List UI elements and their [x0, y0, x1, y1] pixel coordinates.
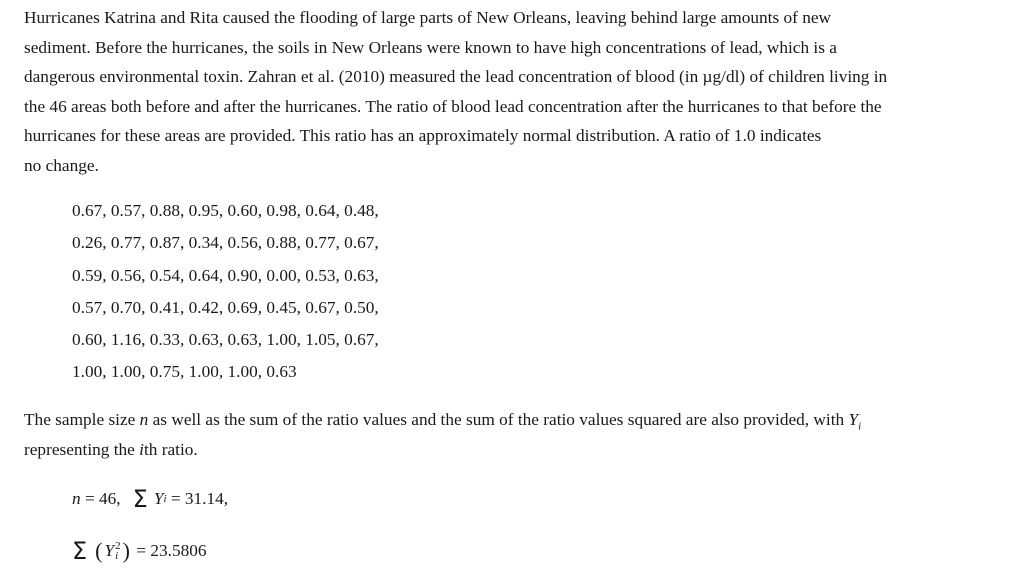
data-row: 0.60, 1.16, 0.33, 0.63, 0.63, 1.00, 1.05, 0.67,	[72, 330, 379, 350]
intro-paragraph	[24, 3, 1016, 180]
intro-line: no change.	[24, 155, 99, 175]
equation-sample-size-and-sum	[72, 479, 1016, 519]
y-variable: Y	[848, 409, 859, 429]
i-subscript: i	[858, 420, 862, 433]
n-variable: n	[72, 488, 81, 508]
text-segment: representing the	[24, 439, 140, 459]
y-variable: Y	[104, 540, 115, 560]
n-value: = 46,	[80, 488, 121, 508]
close-paren: )	[122, 537, 130, 563]
description-line-2	[24, 435, 1016, 465]
intro-line: the 46 areas both before and after the hurricanes. The ratio of blood lead concentration after the hurricanes to that before the	[24, 96, 882, 116]
intro-line: sediment. Before the hurricanes, the soils in New Orleans were known to have high concentrations of lead, which is a	[24, 37, 837, 57]
superscript-2: 2	[115, 539, 121, 552]
text-segment: th ratio.	[143, 439, 198, 459]
data-row: 0.26, 0.77, 0.87, 0.34, 0.56, 0.88, 0.77, 0.67,	[72, 233, 379, 253]
sum-value: = 31.14,	[166, 488, 229, 508]
summary-description	[24, 405, 1016, 465]
intro-line: dangerous environmental toxin. Zahran et al. (2010) measured the lead concentration of blood (in µg/dl) of children living in	[24, 67, 888, 86]
i-variable: i	[139, 439, 144, 459]
intro-line: hurricanes for these areas are provided. This ratio has an approximately normal distribution. A ratio of 1.0 indicates	[24, 126, 822, 145]
data-row: 1.00, 1.00, 0.75, 1.00, 1.00, 0.63	[72, 362, 297, 382]
open-paren: (	[95, 537, 103, 563]
sigma-symbol: Σ	[132, 484, 148, 513]
intro-line: Hurricanes Katrina and Rita caused the flooding of large parts of New Orleans, leaving behind large amounts of new	[24, 8, 832, 27]
data-row: 0.57, 0.70, 0.41, 0.42, 0.69, 0.45, 0.67, 0.50,	[72, 297, 379, 317]
sum-squares-value: = 23.5806	[131, 540, 207, 560]
text-segment: The sample size	[24, 409, 140, 429]
data-row: 0.59, 0.56, 0.54, 0.64, 0.90, 0.00, 0.53, 0.63,	[72, 265, 379, 285]
sigma-symbol: Σ	[72, 536, 88, 565]
equation-sum-of-squares	[72, 531, 1016, 571]
text-segment: as well as the sum of the ratio values and the sum of the ratio values squared are also provided, with	[148, 409, 849, 429]
y-variable: Y	[153, 488, 164, 508]
sup-sub-stack	[115, 541, 121, 561]
n-variable: n	[139, 409, 149, 429]
data-row: 0.67, 0.57, 0.88, 0.95, 0.60, 0.98, 0.64, 0.48,	[72, 201, 379, 220]
problem-statement	[24, 0, 1016, 571]
i-subscript: i	[163, 492, 167, 505]
i-subscript: i	[115, 549, 119, 562]
ratio-data-list	[72, 195, 1016, 389]
description-line-1	[24, 405, 1016, 435]
